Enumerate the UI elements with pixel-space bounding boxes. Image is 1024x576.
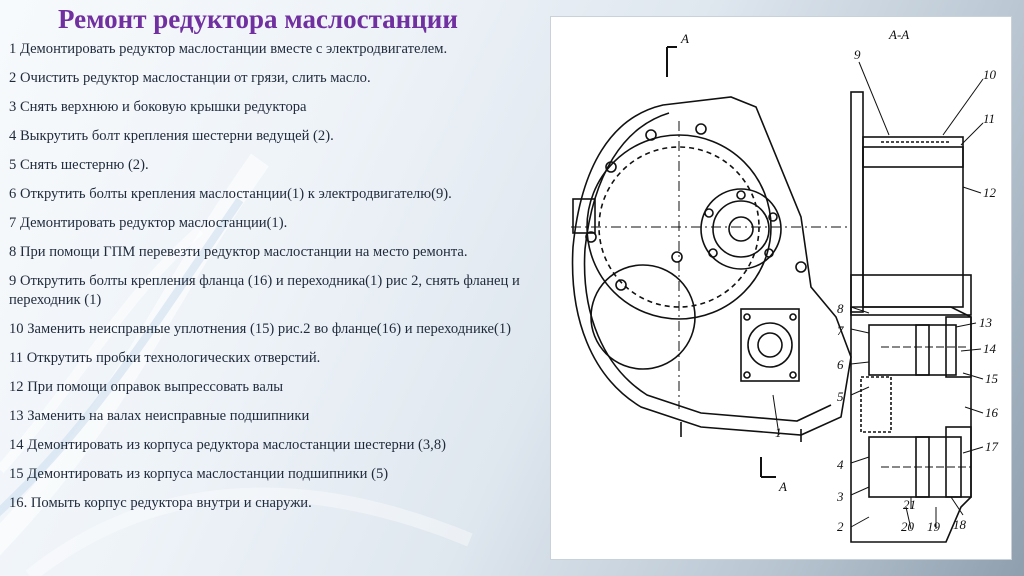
part-label-13: 13 [979,315,992,330]
part-label-7: 7 [837,323,844,338]
part-label-3: 3 [837,489,844,504]
part-label-12: 12 [983,185,996,200]
part-label-8: 8 [837,301,844,316]
part-label-1: 1 [775,425,782,440]
technical-drawing-svg [551,17,1011,559]
part-label-17: 17 [985,439,998,454]
step-item: 14 Демонтировать из корпуса редуктора маслостанции шестерни (3,8) [9,437,446,453]
part-label-4: 4 [837,457,844,472]
step-item: 10 Заменить неисправные уплотнения (15) рис.2 во фланце(16) и переходнике(1) [9,321,511,337]
step-item: 5 Снять шестерню (2). [9,157,149,173]
part-label-6: 6 [837,357,844,372]
step-item: 2 Очистить редуктор маслостанции от грязи, слить масло. [9,70,371,86]
step-item: 15 Демонтировать из корпуса маслостанции подшипники (5) [9,466,389,482]
step-item: 3 Снять верхнюю и боковую крышки редуктора [9,99,307,115]
part-label-19: 19 [927,519,940,534]
step-item: 1 Демонтировать редуктор маслостанции вместе с электродвигателем. [9,41,448,57]
gearbox-drawing [550,16,1012,560]
part-label-11: 11 [983,111,996,126]
section-mark-bottom: А [779,479,787,494]
step-item: 9 Открутить болты крепления фланца (16) и переходника(1) рис 2, снять фланец и переходник (1) [9,273,520,308]
step-item: 6 Открутить болты крепления маслостанции(1) к электродвигателю(9). [9,186,452,202]
step-item: 16. Помыть корпус редуктора внутри и снаружи. [9,495,312,511]
page-title: Ремонт редуктора маслостанции [58,4,458,34]
part-label-16: 16 [985,405,998,420]
step-item: 12 При помощи оправок выпрессовать валы [9,379,284,395]
step-item: 7 Демонтировать редуктор маслостанции(1). [9,215,288,231]
part-label-20: 20 [901,519,914,534]
repair-steps-list [9,40,549,523]
step-item: 13 Заменить на валах неисправные подшипники [9,408,310,424]
part-label-9: 9 [854,47,861,62]
part-label-10: 10 [983,67,996,82]
part-label-5: 5 [837,389,844,404]
section-title: А-А [889,27,910,42]
step-item: 11 Открутить пробки технологических отверстий. [9,350,321,366]
part-label-21: 21 [903,497,916,512]
step-item: 4 Выкрутить болт крепления шестерни ведущей (2). [9,128,334,144]
step-item: 8 При помощи ГПМ перевезти редуктор маслостанции на место ремонта. [9,244,468,260]
section-mark-top: А [681,31,689,46]
part-label-18: 18 [953,517,966,532]
part-label-15: 15 [985,371,998,386]
part-label-2: 2 [837,519,844,534]
part-label-14: 14 [983,341,996,356]
